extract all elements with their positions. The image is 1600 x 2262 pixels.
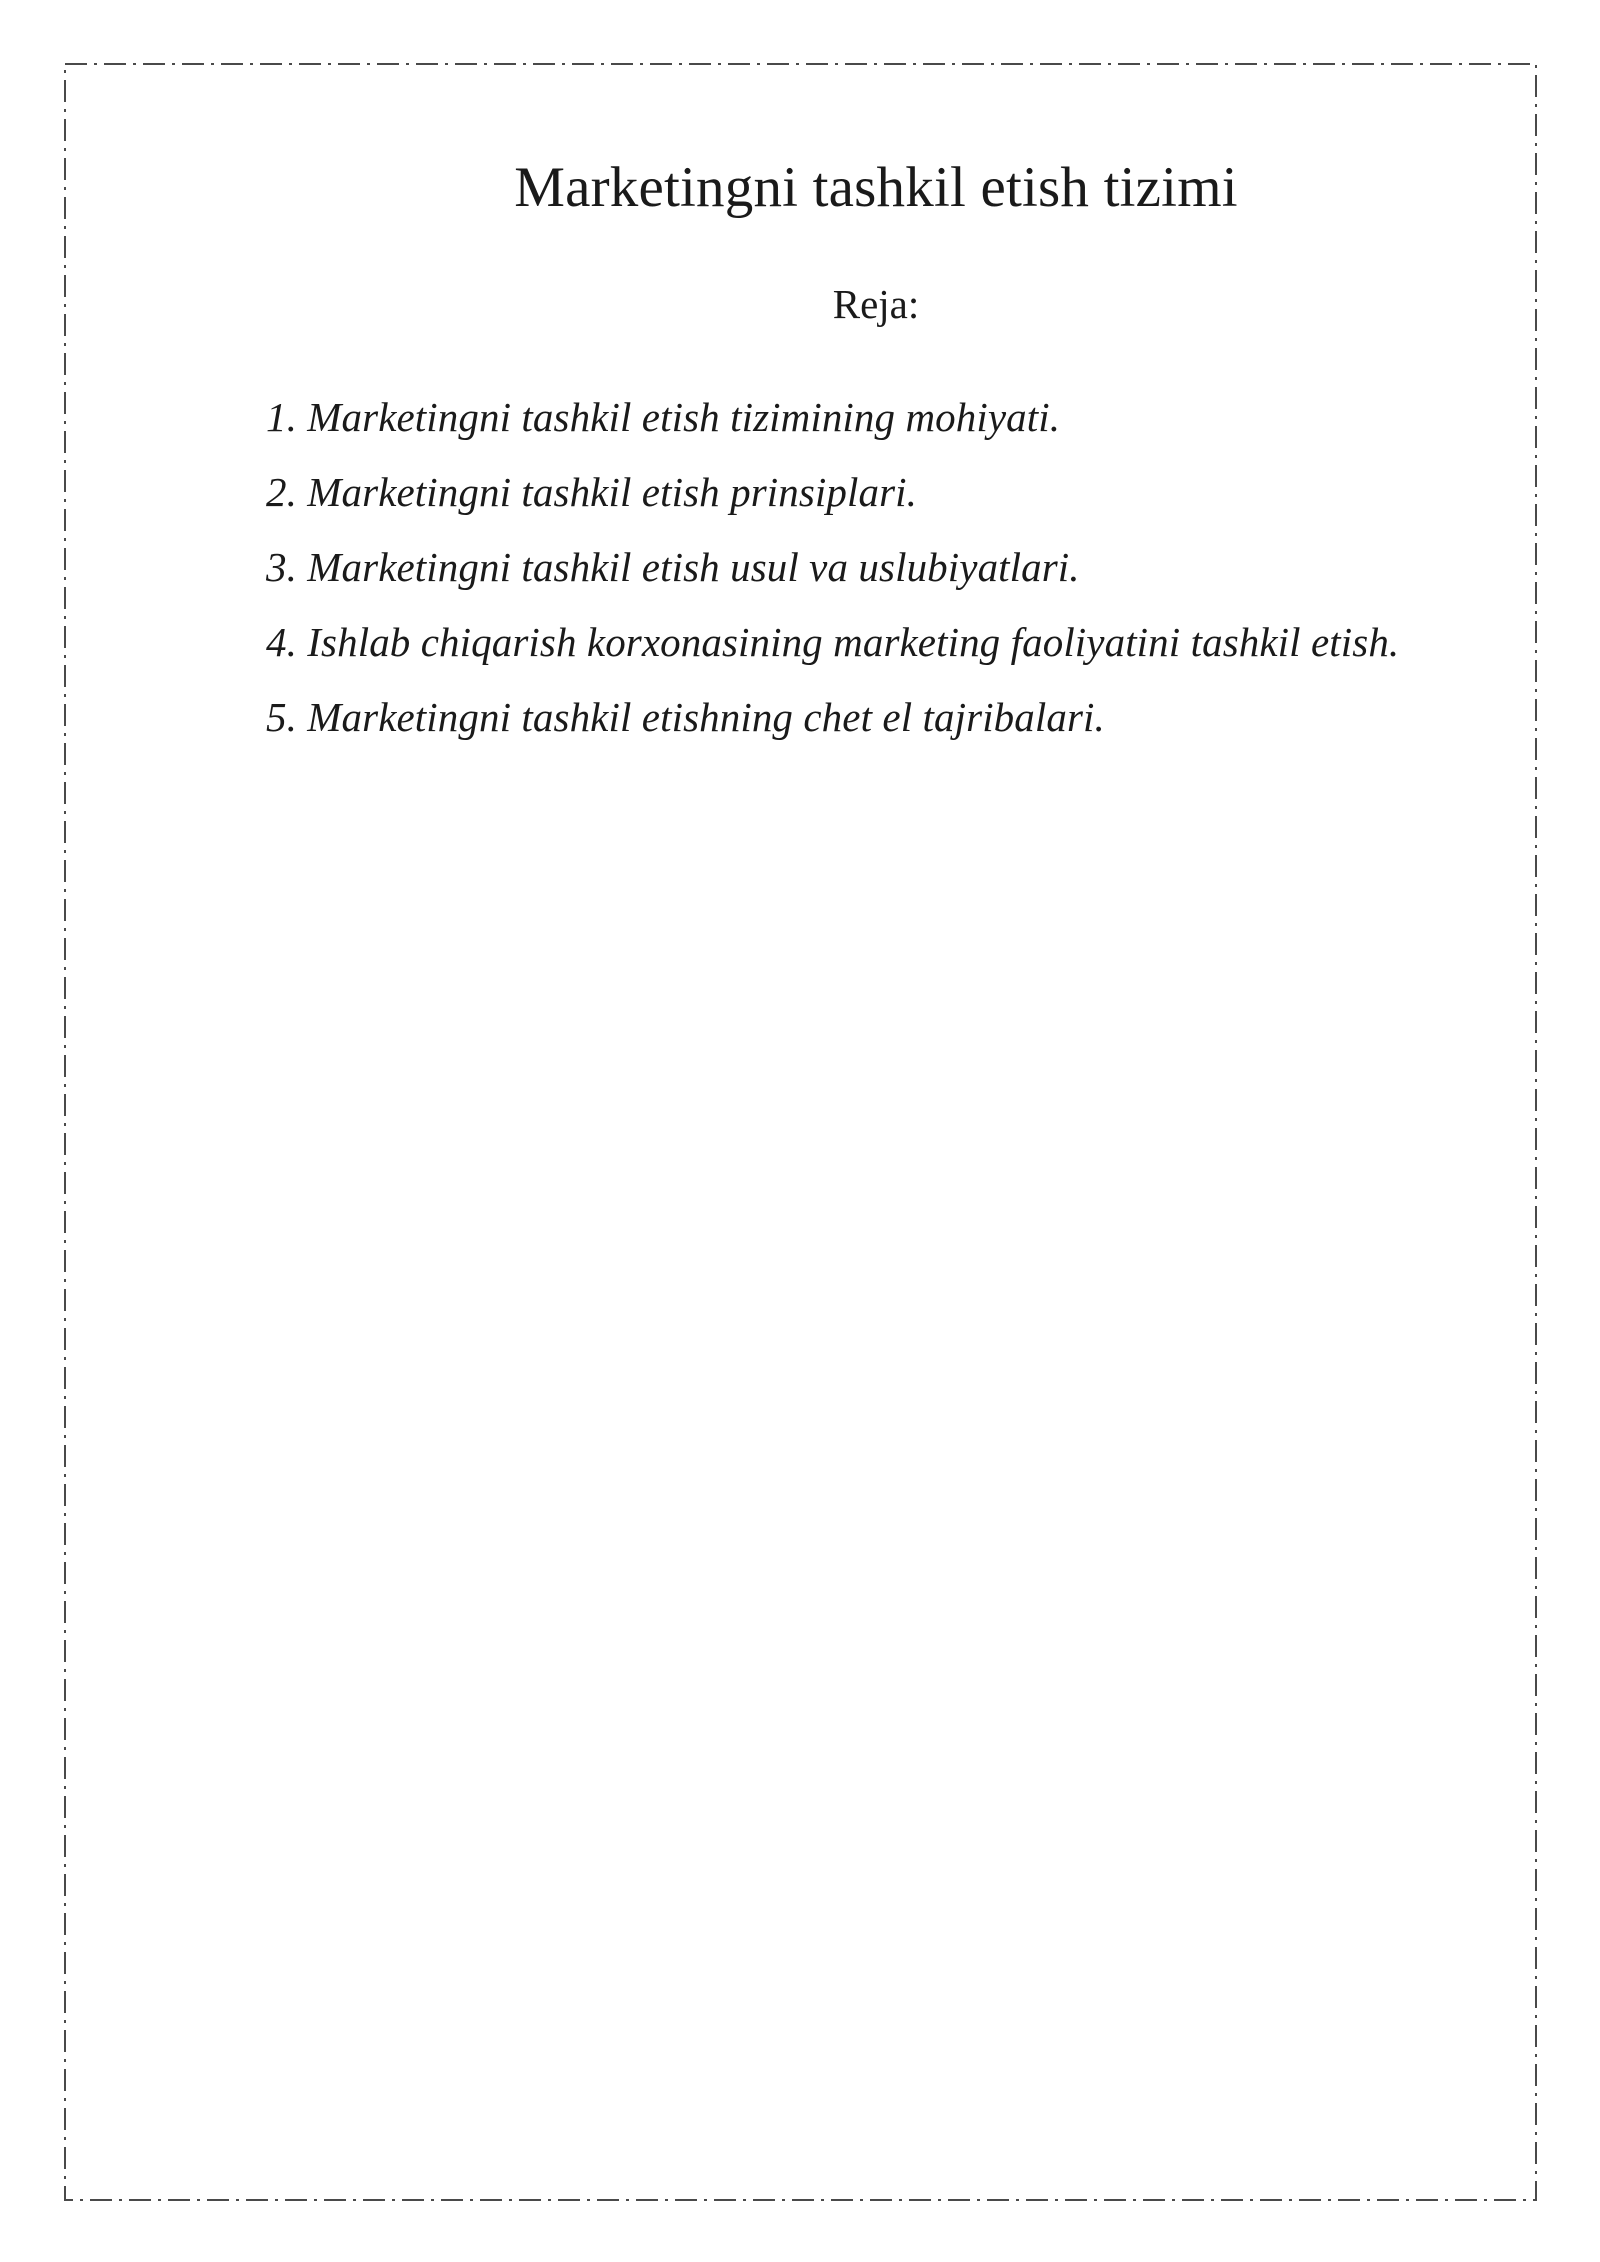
plan-item-1: 1. Marketingni tashkil etish tizimining mohiyati.: [266, 394, 1061, 440]
plan-item-2: 2. Marketingni tashkil etish prinsiplari.: [266, 469, 917, 515]
plan-item-4: 4. Ishlab chiqarish korxonasining marketing faoliyatini tashkil etish.: [266, 619, 1400, 665]
plan-list: [266, 380, 1399, 755]
plan-item-5: 5. Marketingni tashkil etishning chet el tajribalari.: [266, 694, 1105, 740]
document-title: Marketingni tashkil etish tizimi: [514, 156, 1238, 219]
plan-item-3: 3. Marketingni tashkil etish usul va uslubiyatlari.: [266, 544, 1080, 590]
plan-heading: Reja:: [832, 281, 920, 327]
